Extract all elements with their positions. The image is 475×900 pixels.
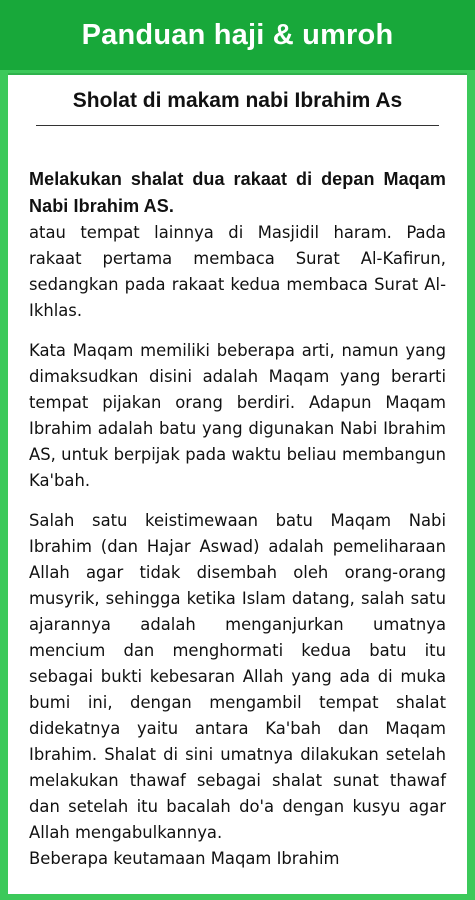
title-divider: [36, 125, 439, 126]
frame-top-divider: [8, 73, 467, 75]
article-paragraph-2: Kata Maqam memiliki beberapa arti, namun yang dimaksudkan disini adalah Maqam yang berarti tempat pijakan orang berdiri. Adapun Maqam Ibrahim adalah batu yang digunakan Nabi Ibrahim AS, untuk berpijak pada waktu beliau membangun Ka'bah.: [29, 341, 446, 490]
article-paragraph-1-text: atau tempat lainnya di Masjidil haram. Pada rakaat pertama membaca Surat Al-Kafirun, sedangkan pada rakaat kedua membaca Surat Al-Ikhlas.: [29, 223, 446, 320]
content-frame: [0, 70, 475, 900]
article-paragraph-4: Beberapa keutamaan Maqam Ibrahim: [29, 849, 340, 868]
article-title: Sholat di makam nabi Ibrahim As: [72, 89, 403, 112]
article-lead: Melakukan shalat dua rakaat di depan Maqam Nabi Ibrahim AS.: [29, 169, 446, 216]
article-scroll-area[interactable]: [26, 83, 449, 884]
article-paragraph-1: [29, 166, 446, 324]
article-paragraph-3: Salah satu keistimewaan batu Maqam Nabi Ibrahim (dan Hajar Aswad) adalah pemeliharaan Allah agar tidak disembah oleh orang-orang musyrik, sehingga ketika Islam datang, salah satu ajarannya adalah menganjurkan umatnya mencium dan menghormati kedua batu itu sebagai bukti kebesaran Allah yang ada di muka bumi ini, dengan mengambil tempat shalat didekatnya yaitu antara Ka'bah dan Maqam Ibrahim. Shalat di sini umatnya dilakukan setelah melakukan thawaf sebagai shalat sunat thawaf dan setelah itu bacalah do'a dengan kusyu agar Allah mengabulkannya.: [29, 511, 446, 842]
app-header: [0, 0, 475, 70]
app-title: Panduan haji & umroh: [81, 18, 394, 51]
article-body: [26, 166, 449, 872]
